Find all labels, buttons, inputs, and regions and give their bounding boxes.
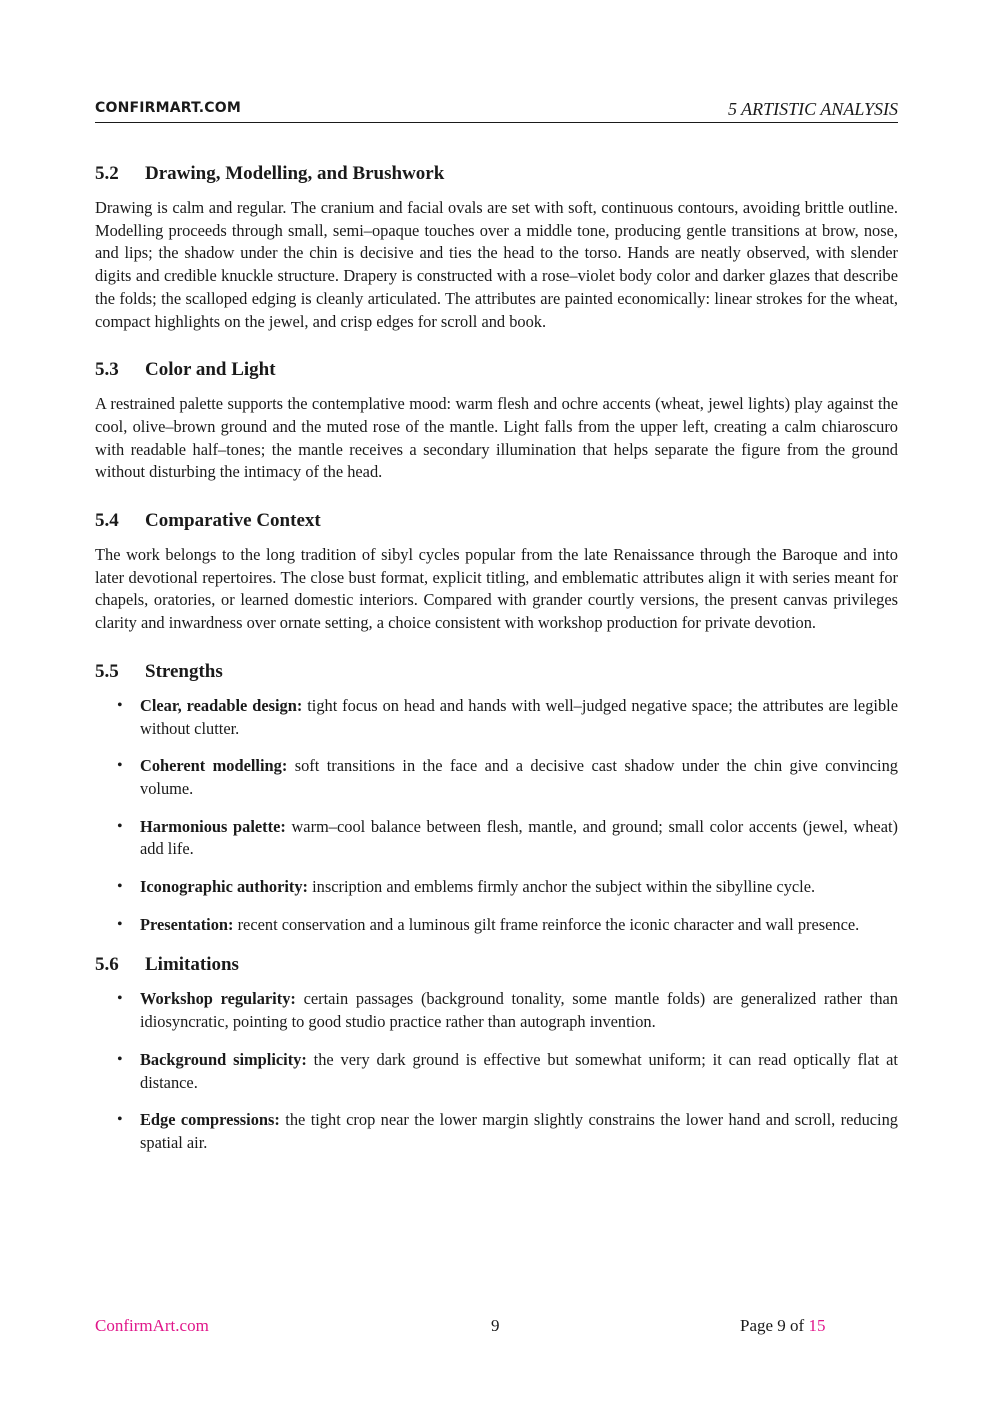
site-link[interactable]: ConfirmArt.com (95, 1316, 209, 1335)
paragraph: A restrained palette supports the contemplative mood: warm flesh and ochre accents (wheat, jewel lights) play against the cool, olive–brown ground and the muted rose of the mantle. Light falls from the upper left, creating a calm chiaroscuro with readable half–tones; the mantle receives a secondary illumination that helps separate the figure from the ground without disturbing the intimacy of the head. (95, 394, 898, 482)
list-item (95, 816, 898, 861)
section-5-4 (95, 507, 898, 635)
strengths-list (95, 695, 898, 937)
page-number: 9 (491, 1316, 500, 1335)
item-text: inscription and emblems firmly anchor the subject within the sibylline cycle. (312, 877, 816, 897)
list-item (95, 988, 898, 1033)
section-title: Drawing, Modelling, and Brushwork (145, 163, 445, 184)
section-5-2 (95, 160, 898, 333)
item-text: certain passages (background tonality, some mantle folds) are generalized rather than idiosyncratic, pointing to good studio practice rather than autograph invention. (140, 989, 899, 1032)
item-text: soft transitions in the face and a decisive cast shadow under the chin give convincing volume. (140, 756, 898, 798)
item-term: Iconographic authority: (140, 877, 309, 897)
section-heading (95, 951, 898, 979)
list-item (95, 876, 898, 899)
bullet-icon: • (117, 817, 123, 835)
item-term: Clear, readable design: (140, 695, 303, 715)
section-number: 5.3 (95, 359, 119, 381)
section-number: 5.6 (95, 954, 119, 976)
limitations-list (95, 988, 898, 1154)
section-title: Comparative Context (145, 510, 321, 532)
section-title: Limitations (145, 954, 239, 976)
page-footer (95, 1316, 898, 1338)
site-logo: CONFIRMART.COM (95, 100, 242, 116)
section-heading (95, 658, 898, 686)
page-header (95, 98, 898, 123)
item-text: warm–cool balance between flesh, mantle, and ground; small color accents (jewel, wheat) add life. (140, 816, 898, 859)
bullet-icon: • (117, 990, 123, 1008)
page-total-link[interactable]: 15 (808, 1316, 826, 1335)
list-item (95, 1049, 898, 1094)
bullet-icon: • (117, 878, 123, 896)
item-term: Presentation: (140, 914, 234, 934)
item-text: the tight crop near the lower margin slightly constrains the lower hand and scroll, reducing spatial air. (140, 1110, 899, 1152)
item-text: recent conservation and a luminous gilt frame reinforce the iconic character and wall presence. (237, 914, 860, 934)
page-count (740, 1316, 825, 1336)
section-title: Color and Light (145, 359, 276, 381)
page-count-prefix: Page 9 of (740, 1316, 809, 1335)
list-item (95, 914, 898, 937)
running-head: 5 ARTISTIC ANALYSIS (727, 99, 898, 119)
list-item (95, 695, 898, 740)
section-5-3 (95, 356, 898, 484)
paragraph: The work belongs to the long tradition of sibyl cycles popular from the late Renaissance through the Baroque and into later devotional repertoires. The close bust format, explicit titling, and emblematic attributes align it with series meant for chapels, oratories, or learned domestic interiors. Compared with grander courtly versions, the present canvas privileges clarity and inwardness over ornate setting, a choice consistent with workshop production for private devotion. (95, 545, 898, 633)
bullet-icon: • (117, 696, 123, 714)
paragraph: Drawing is calm and regular. The cranium and facial ovals are set with soft, continuous contours, avoiding brittle outline. Modelling proceeds through small, semi–opaque touches over a middle tone, producing gentle transitions at brow, nose, and lips; the shadow under the chin is decisive and ties the head to the torso. Hands are neatly observed, with slender digits and credible knuckle structure. Drapery is constructed with a rose–violet body color and darker glazes that describe the folds; the scalloped edging is cleanly articulated. The attributes are painted economically: linear strokes for the wheat, compact highlights on the jewel, and crisp edges for scroll and book. (95, 198, 898, 331)
item-text: tight focus on head and hands with well–judged negative space; the attributes are legible without clutter. (140, 695, 898, 738)
section-heading (95, 356, 898, 384)
section-heading (95, 507, 898, 535)
list-item (95, 1109, 898, 1154)
bullet-icon: • (117, 1111, 123, 1129)
item-term: Background simplicity: (140, 1049, 307, 1069)
bullet-icon: • (117, 757, 123, 775)
item-text: the very dark ground is effective but somewhat uniform; it can read optically flat at distance. (140, 1049, 898, 1092)
section-number: 5.2 (95, 163, 119, 184)
item-term: Coherent modelling: (140, 756, 288, 776)
bullet-icon: • (117, 915, 123, 933)
section-5-5 (95, 658, 898, 937)
section-number: 5.4 (95, 510, 119, 532)
bullet-icon: • (117, 1050, 123, 1068)
item-term: Workshop regularity: (140, 989, 296, 1009)
section-number: 5.5 (95, 660, 119, 682)
list-item (95, 755, 898, 800)
item-term: Harmonious palette: (140, 816, 286, 836)
section-title: Strengths (145, 660, 223, 682)
main-content (95, 160, 898, 1178)
item-term: Edge compressions: (140, 1110, 280, 1130)
section-heading (95, 160, 898, 188)
section-5-6 (95, 951, 898, 1154)
